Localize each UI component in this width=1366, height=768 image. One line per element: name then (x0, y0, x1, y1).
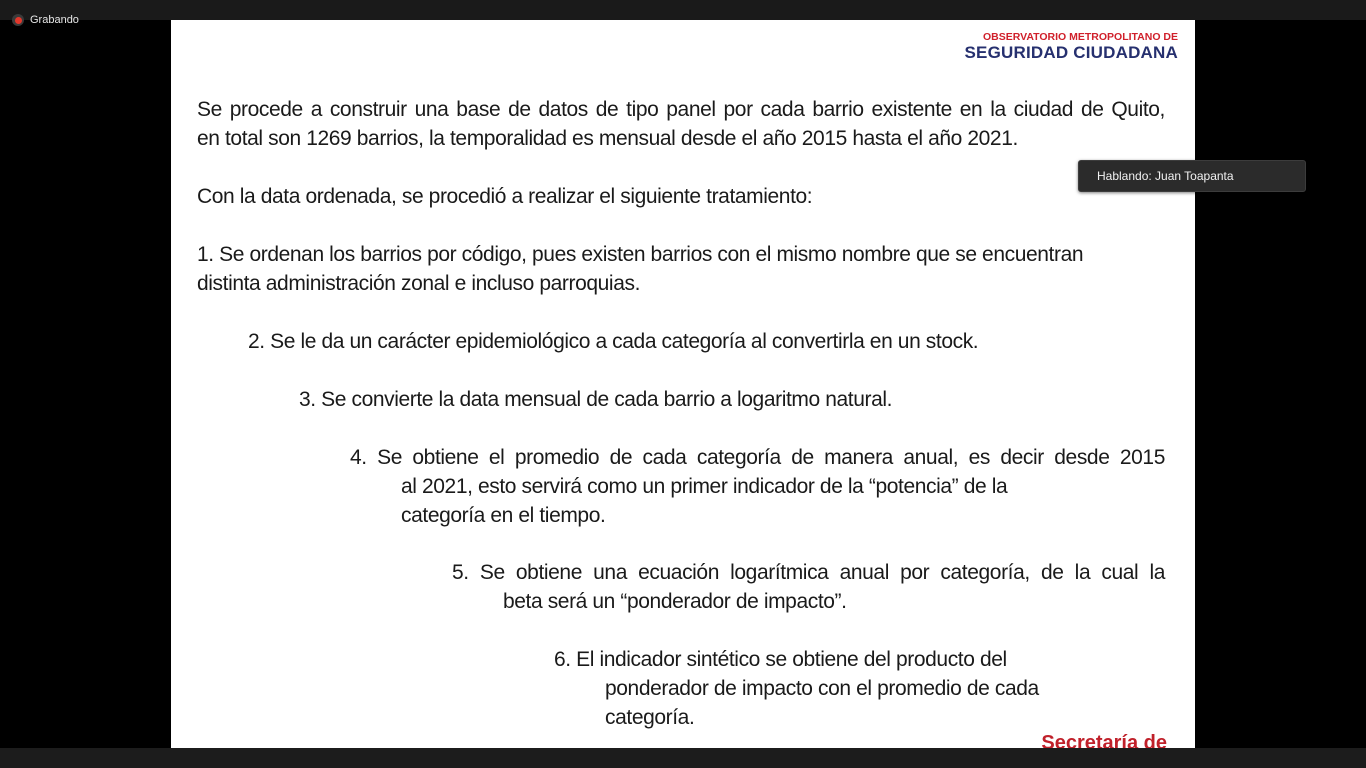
bottom-bar (0, 748, 1366, 768)
data-line: Con la data ordenada, se procedió a realizar el siguiente tratamiento: (197, 185, 813, 208)
step-6-line-3: categoría. (605, 706, 695, 729)
shared-slide (171, 20, 1195, 748)
recording-label: Grabando (30, 14, 79, 26)
intro-line-2: en total son 1269 barrios, la temporalidad es mensual desde el año 2015 hasta el año 2021. (197, 127, 1018, 150)
step-1-line-1: 1. Se ordenan los barrios por código, pues existen barrios con el mismo nombre que se encuentran (197, 243, 1084, 266)
intro-line-1: Se procede a construir una base de datos de tipo panel por cada barrio existente en la ciudad de Quito, (197, 98, 1165, 121)
step-3: 3. Se convierte la data mensual de cada barrio a logaritmo natural. (299, 388, 893, 411)
secretaria-footer-text: Secretaría de (1041, 732, 1167, 748)
step-4-line-3: categoría en el tiempo. (401, 504, 606, 527)
recording-indicator[interactable] (12, 12, 79, 28)
step-4-line-2: al 2021, esto servirá como un primer indicador de la “potencia” de la (401, 475, 1008, 498)
logo-line-2: SEGURIDAD CIUDADANA (964, 42, 1178, 62)
step-2: 2. Se le da un carácter epidemiológico a cada categoría al convertirla en un stock. (248, 330, 979, 353)
observatorio-logo (965, 32, 1178, 61)
step-5-line-2: beta será un “ponderador de impacto”. (503, 590, 847, 613)
step-6-line-2: ponderador de impacto con el promedio de cada (605, 677, 1039, 700)
record-icon (12, 14, 24, 26)
step-6-line-1: 6. El indicador sintético se obtiene del producto del (554, 648, 1007, 671)
active-speaker-label: Hablando: Juan Toapanta (1097, 169, 1234, 183)
top-bar (0, 0, 1366, 20)
active-speaker-tooltip (1078, 160, 1306, 192)
step-5-line-1: 5. Se obtiene una ecuación logarítmica anual por categoría, de la cual la (452, 561, 1165, 584)
step-4-line-1: 4. Se obtiene el promedio de cada categoría de manera anual, es decir desde 2015 (350, 446, 1165, 469)
step-1-line-2: distinta administración zonal e incluso parroquias. (197, 272, 641, 295)
logo-line-1: OBSERVATORIO METROPOLITANO DE (982, 31, 1178, 43)
